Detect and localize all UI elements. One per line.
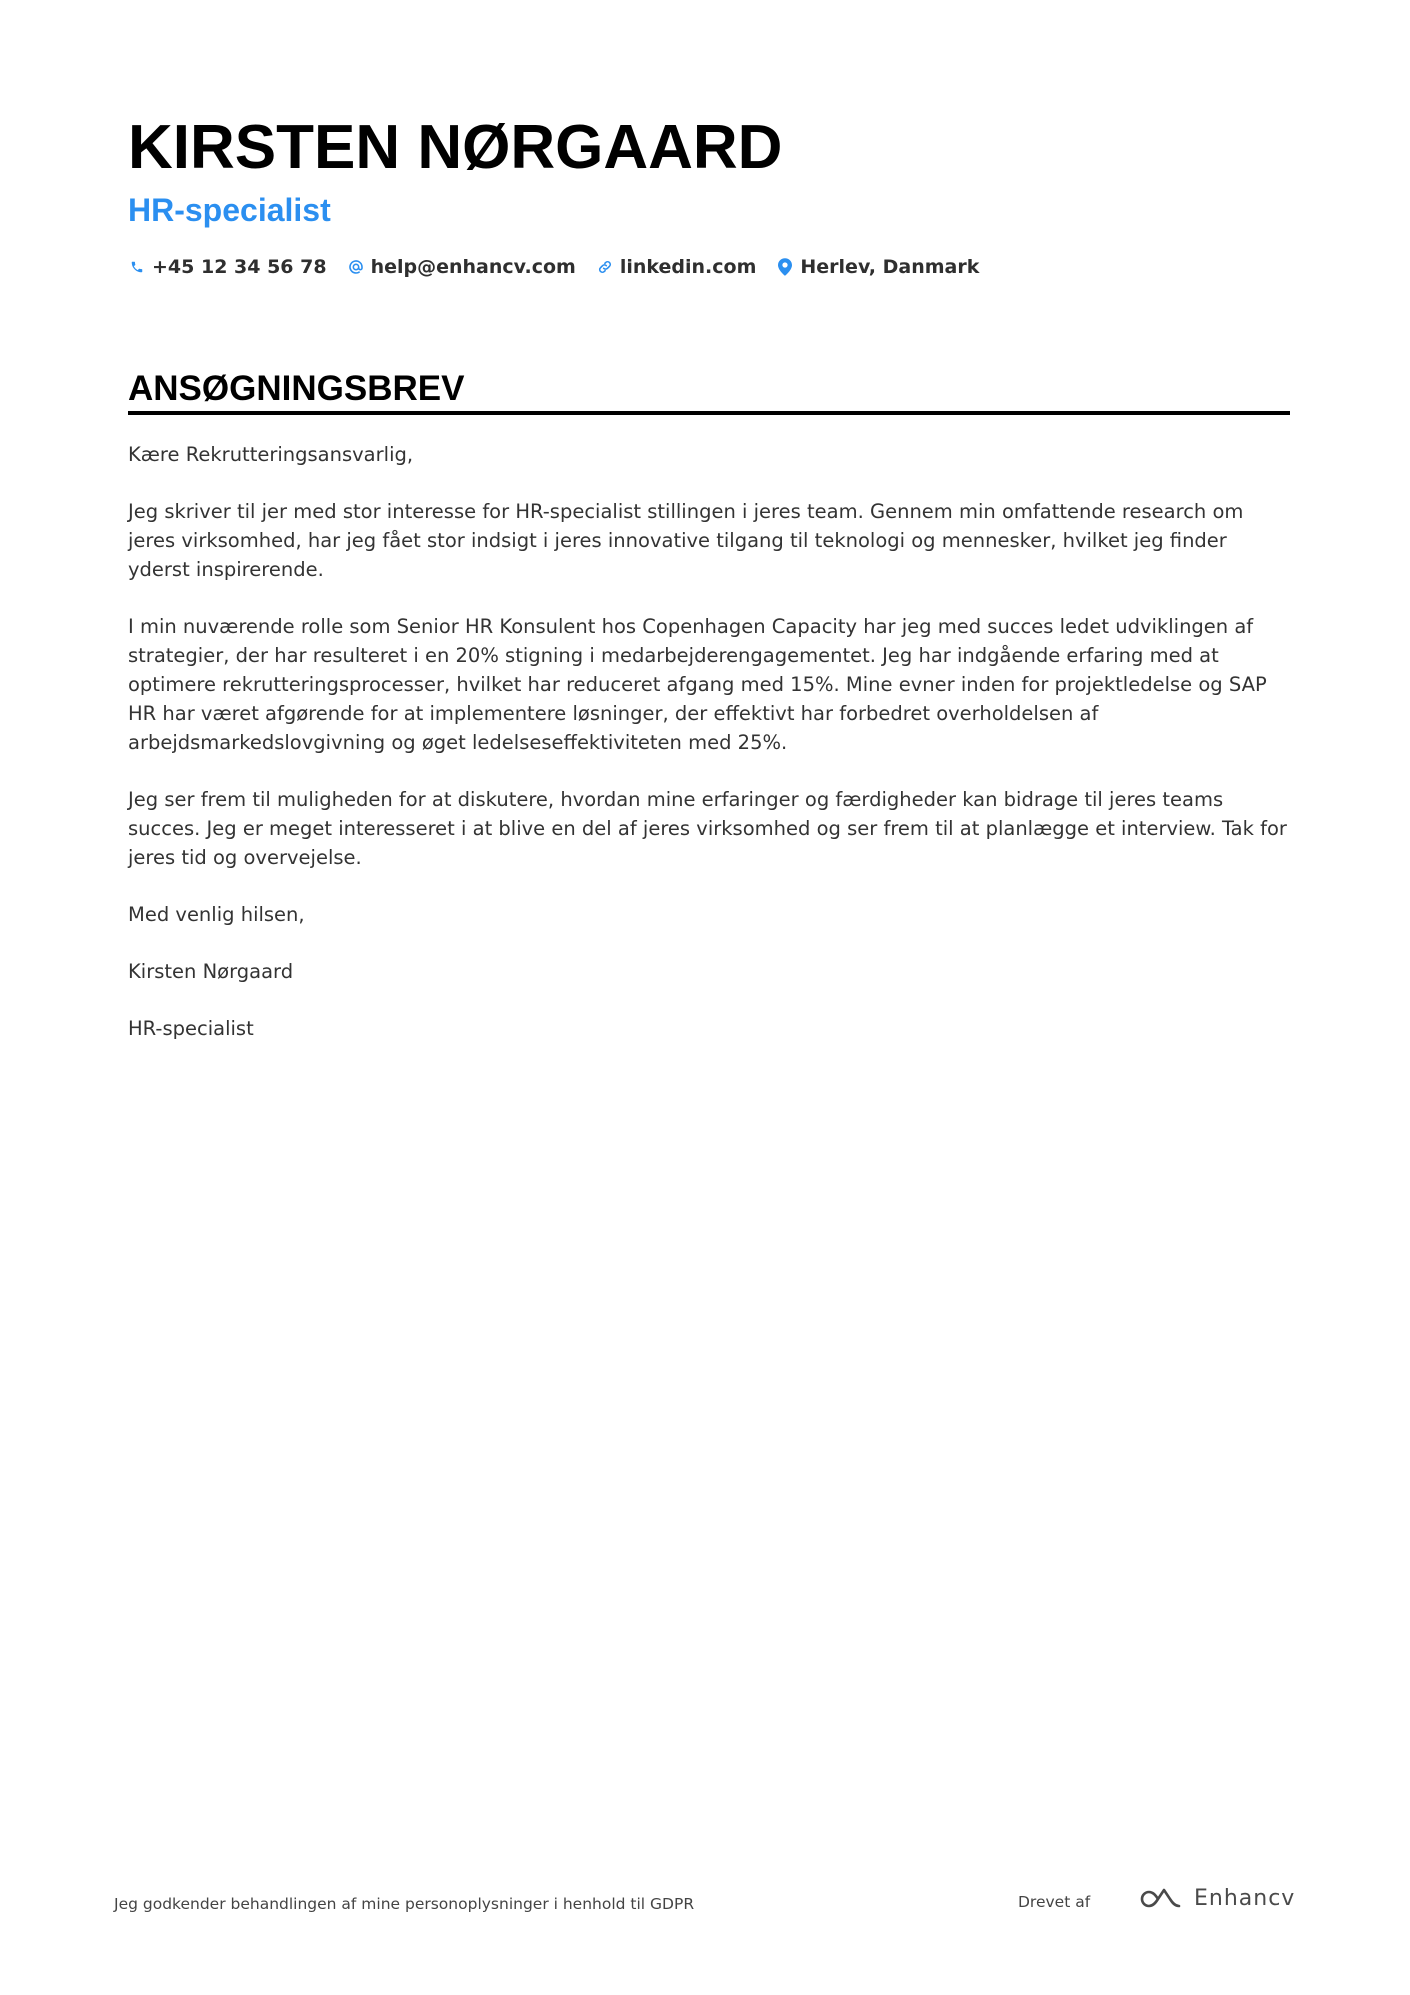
contact-bar [128, 253, 999, 281]
section-divider [128, 411, 1290, 415]
contact-phone-text: +45 12 34 56 78 [152, 256, 327, 278]
contact-email[interactable] [347, 253, 576, 281]
contact-location-text: Herlev, Danmark [800, 256, 980, 278]
location-pin-icon [776, 257, 794, 277]
enhancv-logo[interactable] [1138, 1884, 1295, 1914]
contact-linkedin[interactable] [596, 253, 757, 281]
enhancv-brand-text: Enhancv [1194, 1886, 1296, 1911]
enhancv-logo-icon [1138, 1884, 1184, 1914]
phone-icon [128, 257, 146, 277]
letter-paragraph-3: Jeg ser frem til muligheden for at diskutere, hvordan mine erfaringer og færdigheder kan bidrage til jeres teams succes. Jeg er meget interesseret i at blive en del af jeres virksomhed og ser frem til at planlægge et interview. Tak for jeres tid og overvejelse. [128, 788, 1287, 869]
signature-name: Kirsten Nørgaard [128, 960, 294, 983]
at-icon [347, 257, 365, 277]
letter-greeting: Kære Rekrutteringsansvarlig, [128, 443, 414, 466]
section-title: ANSØGNINGSBREV [128, 369, 465, 408]
contact-email-text: help@enhancv.com [370, 256, 576, 278]
contact-location [776, 253, 979, 281]
applicant-role: HR-specialist [128, 192, 331, 228]
contact-linkedin-text: linkedin.com [619, 256, 757, 278]
applicant-name: KIRSTEN NØRGAARD [128, 113, 783, 182]
link-icon [596, 257, 614, 277]
gdpr-consent-text: Jeg godkender behandlingen af mine personoplysninger i henhold til GDPR [114, 1895, 695, 1913]
signature-title: HR-specialist [128, 1017, 254, 1040]
powered-by-text: Drevet af [1018, 1893, 1091, 1911]
contact-phone[interactable] [128, 253, 327, 281]
letter-body [128, 440, 1290, 1071]
letter-paragraph-1: Jeg skriver til jer med stor interesse for HR-specialist stillingen i jeres team. Gennem min omfattende research om jeres virksomhed, har jeg fået stor indsigt i jeres innovative tilgang til teknologi og mennesker, hvilket jeg finder yderst inspirerende. [128, 500, 1244, 581]
letter-closing: Med venlig hilsen, [128, 903, 305, 926]
letter-paragraph-2: I min nuværende rolle som Senior HR Konsulent hos Copenhagen Capacity har jeg med succes ledet udviklingen af strategier, der har resulteret i en 20% stigning i medarbejderengagementet. Jeg har indgående erfaring med at optimere rekrutteringsprocesser, hvilket har reduceret afgang med 15%. Mine evner inden for projektledelse og SAP HR har været afgørende for at implementere løsninger, der effektivt har forbedret overholdelsen af arbejdsmarkedslovgivning og øget ledelseseffektiviteten med 25%. [128, 615, 1267, 754]
